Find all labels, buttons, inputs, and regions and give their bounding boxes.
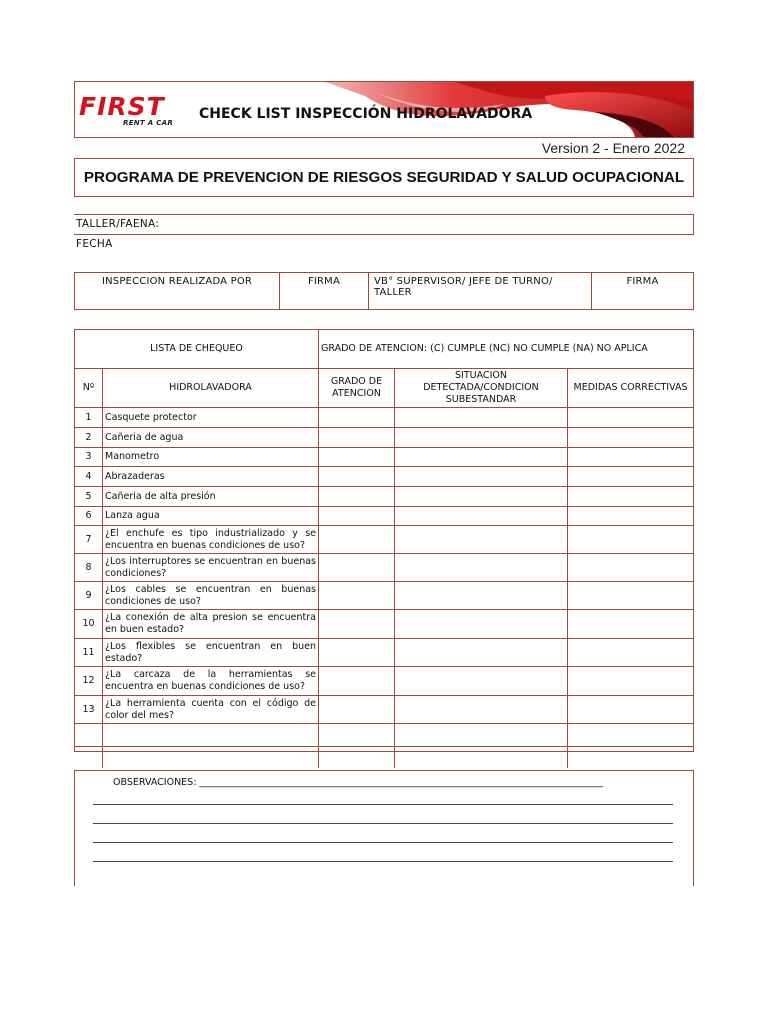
col-item-header: HIDROLAVADORA bbox=[169, 382, 252, 393]
column-divider bbox=[567, 369, 568, 768]
situacion-cell[interactable] bbox=[395, 408, 567, 427]
observaciones-line[interactable] bbox=[93, 861, 673, 862]
medidas-cell[interactable] bbox=[568, 487, 693, 506]
medidas-cell[interactable] bbox=[568, 526, 693, 553]
observaciones-box bbox=[74, 770, 694, 886]
column-divider bbox=[394, 369, 395, 768]
item-number: 2 bbox=[85, 431, 92, 443]
situacion-cell[interactable] bbox=[395, 724, 567, 746]
observaciones-line[interactable] bbox=[93, 804, 673, 805]
item-number: 7 bbox=[85, 533, 92, 545]
item-number: 9 bbox=[85, 589, 92, 601]
checklist-item bbox=[103, 428, 318, 447]
document-header bbox=[74, 81, 694, 138]
grado-cell[interactable] bbox=[319, 610, 394, 638]
grado-cell[interactable] bbox=[319, 582, 394, 609]
observaciones-line[interactable] bbox=[93, 823, 673, 824]
medidas-cell[interactable] bbox=[568, 408, 693, 427]
checklist-item bbox=[103, 526, 318, 553]
medidas-cell[interactable] bbox=[568, 507, 693, 525]
item-number: 3 bbox=[85, 451, 92, 462]
checklist-item bbox=[103, 696, 318, 723]
checklist-item bbox=[103, 610, 318, 638]
grado-cell[interactable] bbox=[319, 526, 394, 553]
checklist-item-text: ¿La conexión de alta presion se encuentra en buen estado? bbox=[105, 612, 316, 635]
item-number: 13 bbox=[82, 703, 95, 715]
medidas-cell[interactable] bbox=[568, 428, 693, 447]
checklist-item-text: ¿Los flexibles se encuentran en buen estado? bbox=[105, 640, 316, 664]
grado-cell[interactable] bbox=[319, 467, 394, 486]
item-number: 12 bbox=[82, 675, 95, 686]
checklist-item-text: Lanza agua bbox=[105, 510, 160, 521]
checklist-item-text: Cañeria de alta presión bbox=[105, 490, 216, 502]
situacion-cell[interactable] bbox=[395, 639, 567, 666]
checklist-item-text: Cañeria de agua bbox=[105, 431, 184, 443]
situacion-cell[interactable] bbox=[395, 467, 567, 486]
inspeccion-realizada-cell[interactable]: INSPECCION REALIZADA POR bbox=[101, 276, 253, 287]
medidas-cell[interactable] bbox=[568, 610, 693, 638]
grado-atencion-legend: GRADO DE ATENCION: (C) CUMPLE (NC) NO CUMPLE (NA) NO APLICA bbox=[321, 343, 648, 354]
situacion-cell[interactable] bbox=[395, 487, 567, 506]
situacion-cell[interactable] bbox=[395, 582, 567, 609]
medidas-cell[interactable] bbox=[568, 448, 693, 466]
col-situacion-header: SITUACION DETECTADA/CONDICION SUBESTANDAR bbox=[423, 370, 539, 405]
medidas-cell[interactable] bbox=[568, 696, 693, 723]
grado-cell[interactable] bbox=[319, 747, 394, 768]
column-divider bbox=[318, 369, 319, 768]
checklist-table bbox=[74, 329, 694, 752]
item-number: 11 bbox=[82, 646, 95, 658]
fecha-label: FECHA bbox=[76, 238, 113, 250]
item-number: 5 bbox=[85, 490, 92, 502]
situacion-cell[interactable] bbox=[395, 554, 567, 581]
checklist-item bbox=[103, 487, 318, 506]
grado-cell[interactable] bbox=[319, 408, 394, 427]
medidas-cell[interactable] bbox=[568, 554, 693, 581]
column-divider bbox=[318, 330, 319, 368]
grado-cell[interactable] bbox=[319, 428, 394, 447]
checklist-item-text: ¿La herramienta cuenta con el código de color del mes? bbox=[105, 697, 316, 721]
col-num-header: Nº bbox=[82, 382, 95, 393]
situacion-cell[interactable] bbox=[395, 610, 567, 638]
grado-cell[interactable] bbox=[319, 487, 394, 506]
checklist-item-text: ¿La carcaza de la herramientas se encuentra en buenas condiciones de uso? bbox=[105, 669, 316, 692]
situacion-cell[interactable] bbox=[395, 448, 567, 466]
situacion-cell[interactable] bbox=[395, 696, 567, 723]
situacion-cell[interactable] bbox=[395, 507, 567, 525]
checklist-item bbox=[103, 408, 318, 427]
medidas-cell[interactable] bbox=[568, 582, 693, 609]
column-divider bbox=[102, 369, 103, 768]
firma-cell-1[interactable]: FIRMA bbox=[307, 276, 341, 287]
item-number: 8 bbox=[85, 561, 92, 573]
checklist-item bbox=[103, 639, 318, 666]
logo-wordmark: FIRST bbox=[79, 92, 165, 121]
observaciones-label: OBSERVACIONES: _____________________________________________________________________________________ bbox=[113, 777, 604, 788]
medidas-cell[interactable] bbox=[568, 747, 693, 768]
col-grado-header: GRADO DE ATENCION bbox=[330, 376, 383, 399]
firma-cell-2[interactable]: FIRMA bbox=[626, 276, 659, 287]
inspection-signature-box bbox=[74, 272, 694, 310]
grado-cell[interactable] bbox=[319, 639, 394, 666]
grado-cell[interactable] bbox=[319, 448, 394, 466]
situacion-cell[interactable] bbox=[395, 428, 567, 447]
lista-de-chequeo-header: LISTA DE CHEQUEO bbox=[150, 343, 243, 354]
logo-tagline: RENT A CAR bbox=[123, 119, 174, 127]
situacion-cell[interactable] bbox=[395, 526, 567, 553]
taller-label: TALLER/FAENA: bbox=[76, 218, 160, 230]
item-number: 10 bbox=[82, 618, 95, 629]
medidas-cell[interactable] bbox=[568, 667, 693, 695]
taller-field[interactable] bbox=[74, 214, 694, 235]
grado-cell[interactable] bbox=[319, 554, 394, 581]
situacion-cell[interactable] bbox=[395, 747, 567, 768]
supervisor-cell[interactable]: VB° SUPERVISOR/ JEFE DE TURNO/ TALLER bbox=[374, 276, 553, 298]
item-number: 1 bbox=[85, 411, 92, 423]
item-number: 6 bbox=[85, 510, 92, 521]
item-number: 4 bbox=[85, 470, 92, 482]
checklist-item-text: ¿Los interruptores se encuentran en buenas condiciones? bbox=[105, 555, 316, 579]
checklist-item bbox=[103, 507, 318, 525]
checklist-item bbox=[103, 448, 318, 466]
checklist-item-text: Manometro bbox=[105, 451, 160, 462]
checklist-item bbox=[103, 667, 318, 695]
medidas-cell[interactable] bbox=[568, 639, 693, 666]
document-title: CHECK LIST INSPECCIÓN HIDROLAVADORA bbox=[199, 106, 533, 122]
checklist-item-text: Abrazaderas bbox=[105, 470, 165, 482]
grado-cell[interactable] bbox=[319, 696, 394, 723]
medidas-cell[interactable] bbox=[568, 467, 693, 486]
col-medidas-header: MEDIDAS CORRECTIVAS bbox=[573, 382, 688, 393]
situacion-cell[interactable] bbox=[395, 667, 567, 695]
checklist-item bbox=[103, 582, 318, 609]
grado-cell[interactable] bbox=[319, 667, 394, 695]
version-label: Version 2 - Enero 2022 bbox=[541, 140, 685, 156]
checklist-item bbox=[103, 467, 318, 486]
program-title: PROGRAMA DE PREVENCION DE RIESGOS SEGURIDAD Y SALUD OCUPACIONAL bbox=[74, 158, 694, 197]
observaciones-line[interactable] bbox=[93, 842, 673, 843]
checklist-item-text: ¿El enchufe es tipo industrializado y se encuentra en buenas condiciones de uso? bbox=[105, 527, 316, 551]
checklist-item bbox=[103, 554, 318, 581]
grado-cell[interactable] bbox=[319, 507, 394, 525]
medidas-cell[interactable] bbox=[568, 724, 693, 746]
grado-cell[interactable] bbox=[319, 724, 394, 746]
checklist-item-text: ¿Los cables se encuentran en buenas condiciones de uso? bbox=[105, 583, 316, 607]
first-rent-a-car-logo bbox=[79, 92, 189, 130]
checklist-item-text: Casquete protector bbox=[105, 411, 197, 423]
